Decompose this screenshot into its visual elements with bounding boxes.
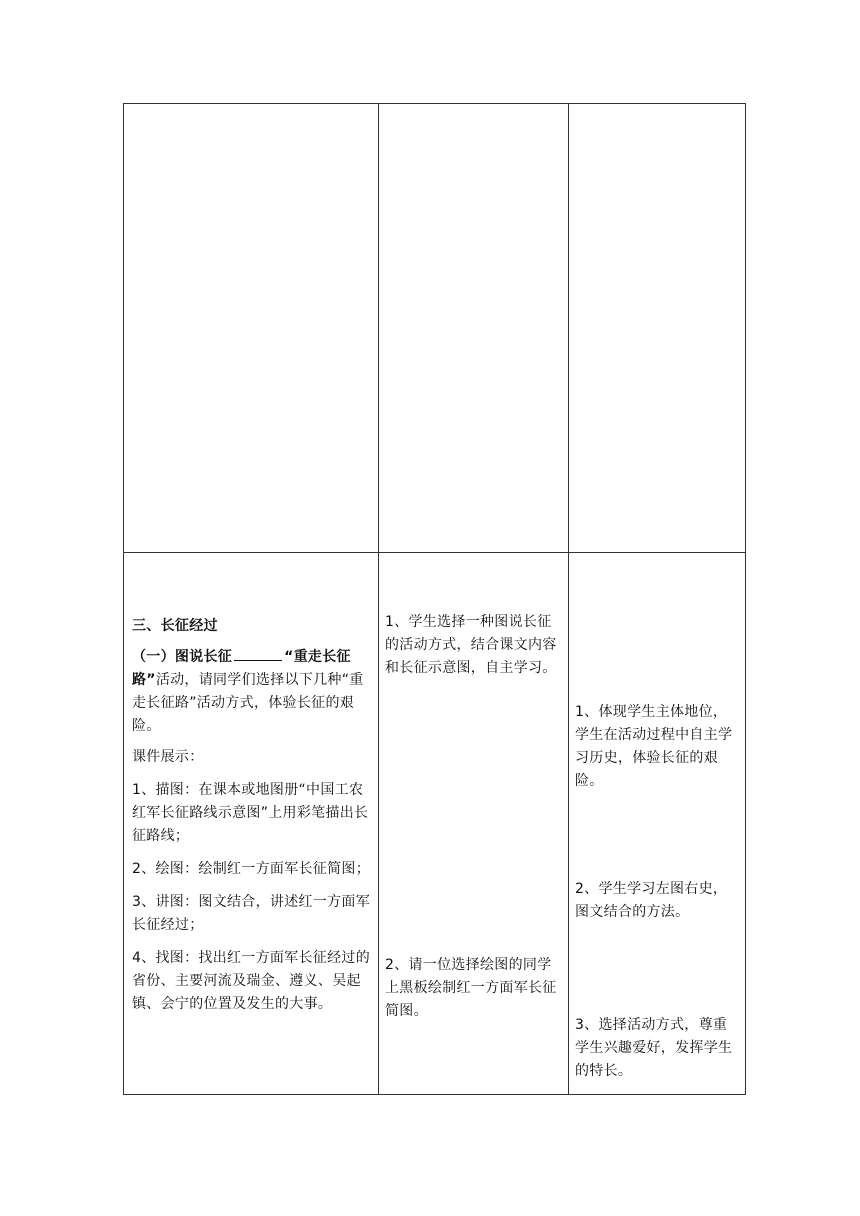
courseware-item: 3、讲图：图文结合，讲述红一方面军长征经过；	[132, 894, 371, 933]
teaching-content-cell	[132, 615, 372, 1016]
design-intent-cell	[575, 878, 741, 924]
student-activity-cell	[385, 611, 563, 680]
subheading-rest: 活动，请同学们选择以下几种“重走长征路”活动方式，体验长征的艰险。	[132, 672, 364, 734]
row-divider	[124, 552, 745, 553]
student-activity-cell	[385, 954, 563, 1023]
subheading-prefix: （一）图说长征	[132, 649, 233, 665]
design-intent-item: 1、体现学生主体地位，学生在活动过程中自主学习历史，体验长征的艰险。	[575, 704, 733, 789]
subheading-paragraph	[132, 646, 372, 738]
subheading-quote: “重走长征路”	[132, 649, 351, 688]
design-intent-cell	[575, 701, 741, 793]
courseware-item: 1、描图：在课本或地图册“中国工农红军长征路线示意图”上用彩笔描出长征路线；	[132, 782, 369, 844]
fill-blank-line	[234, 646, 282, 661]
column-divider	[568, 104, 569, 1094]
courseware-item: 2、绘图：绘制红一方面军长征简图；	[132, 861, 371, 877]
courseware-label: 课件展示：	[132, 749, 204, 765]
section-heading: 三、长征经过	[132, 618, 218, 634]
design-intent-cell	[575, 1014, 741, 1083]
design-intent-item: 3、选择活动方式，尊重学生兴趣爱好，发挥学生的特长。	[575, 1017, 733, 1079]
student-activity-item: 1、学生选择一种图说长征的活动方式，结合课文内容和长征示意图，自主学习。	[385, 614, 557, 676]
courseware-item: 4、找图：找出红一方面军长征经过的省份、主要河流及瑞金、遵义、吴起镇、会宁的位置及发生的大事。	[132, 950, 371, 1012]
student-activity-item: 2、请一位选择绘图的同学上黑板绘制红一方面军长征简图。	[385, 957, 557, 1019]
lesson-plan-table	[123, 103, 746, 1095]
design-intent-item: 2、学生学习左图右史，图文结合的方法。	[575, 881, 728, 920]
column-divider	[378, 104, 379, 1094]
